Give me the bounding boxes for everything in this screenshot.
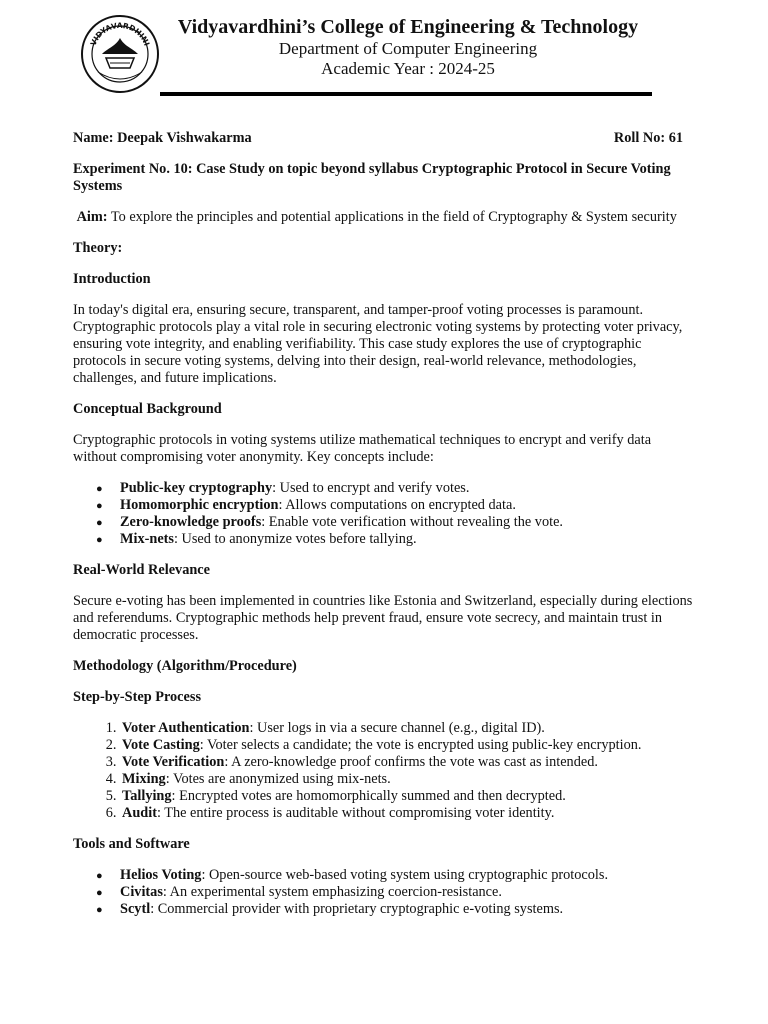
header-divider [160, 92, 652, 96]
academic-year: Academic Year : 2024-25 [321, 59, 495, 78]
tools-heading: Tools and Software [73, 836, 190, 852]
document-body [73, 130, 693, 932]
college-name: Vidyavardhini’s College of Engineering & Technology [177, 16, 639, 38]
list-item: 3. Vote Verification: A zero-knowledge proof confirms the vote was cast as intended. [120, 754, 693, 771]
conceptual-heading: Conceptual Background [73, 401, 222, 417]
methodology-heading: Methodology (Algorithm/Procedure) [73, 658, 297, 674]
aim-text: To explore the principles and potential applications in the field of Cryptography & System security [107, 209, 677, 225]
aim-label: Aim: [76, 209, 108, 225]
list-item: ● Civitas: An experimental system emphasizing coercion-resistance. [120, 884, 693, 901]
student-info [73, 130, 693, 147]
list-item: ● Homomorphic encryption: Allows computations on encrypted data. [120, 497, 693, 514]
list-item: ● Zero-knowledge proofs: Enable vote verification without revealing the vote. [120, 514, 693, 531]
experiment-title: Experiment No. 10: Case Study on topic beyond syllabus Cryptographic Protocol in Secure Voting Systems [73, 161, 671, 194]
introduction-heading: Introduction [73, 271, 151, 287]
logo-text: VIDYAVARDHINI [88, 20, 152, 48]
document-header [0, 0, 768, 100]
college-logo-icon [80, 14, 160, 94]
list-item: 4. Mixing: Votes are anonymized using mix-nets. [120, 771, 693, 788]
introduction-text: In today's digital era, ensuring secure, transparent, and tamper-proof voting processes is paramount. Cryptographic protocols play a vital role in securing electronic voting systems by protecting voter privacy, ensuring vote integrity, and enabling verifiability. This case study explores the use of cryptographic protocols in secure voting systems, delving into their design, real-world relevance, methodologies, challenges, and future implications. [73, 302, 683, 386]
realworld-text: Secure e-voting has been implemented in countries like Estonia and Switzerland, especially during elections and referendums. Cryptographic methods help prevent fraud, ensure vote secrecy, and maintain trust in democratic processes. [73, 593, 693, 643]
list-item: ● Scytl: Commercial provider with proprietary cryptographic e-voting systems. [120, 901, 693, 918]
list-item: ● Helios Voting: Open-source web-based voting system using cryptographic protocols. [120, 867, 693, 884]
process-steps-list [73, 720, 693, 822]
roll-number: Roll No: 61 [613, 130, 683, 146]
student-name: Name: Deepak Vishwakarma [73, 130, 252, 146]
key-concepts-list [73, 480, 693, 548]
aim [73, 209, 693, 226]
list-item: 6. Audit: The entire process is auditable without compromising voter identity. [120, 805, 693, 822]
theory-heading: Theory: [73, 240, 123, 256]
list-item: 1. Voter Authentication: User logs in via a secure channel (e.g., digital ID). [120, 720, 693, 737]
list-item: ● Public-key cryptography: Used to encrypt and verify votes. [120, 480, 693, 497]
conceptual-text: Cryptographic protocols in voting systems utilize mathematical techniques to encrypt and verify data without compromising voter anonymity. Key concepts include: [73, 432, 652, 465]
process-subheading: Step-by-Step Process [73, 689, 202, 705]
list-item: 5. Tallying: Encrypted votes are homomorphically summed and then decrypted. [120, 788, 693, 805]
realworld-heading: Real-World Relevance [73, 562, 210, 578]
department-name: Department of Computer Engineering [278, 39, 538, 58]
list-item: ● Mix-nets: Used to anonymize votes before tallying. [120, 531, 693, 548]
list-item: 2. Vote Casting: Voter selects a candidate; the vote is encrypted using public-key encryption. [120, 737, 693, 754]
tools-list [73, 867, 693, 918]
